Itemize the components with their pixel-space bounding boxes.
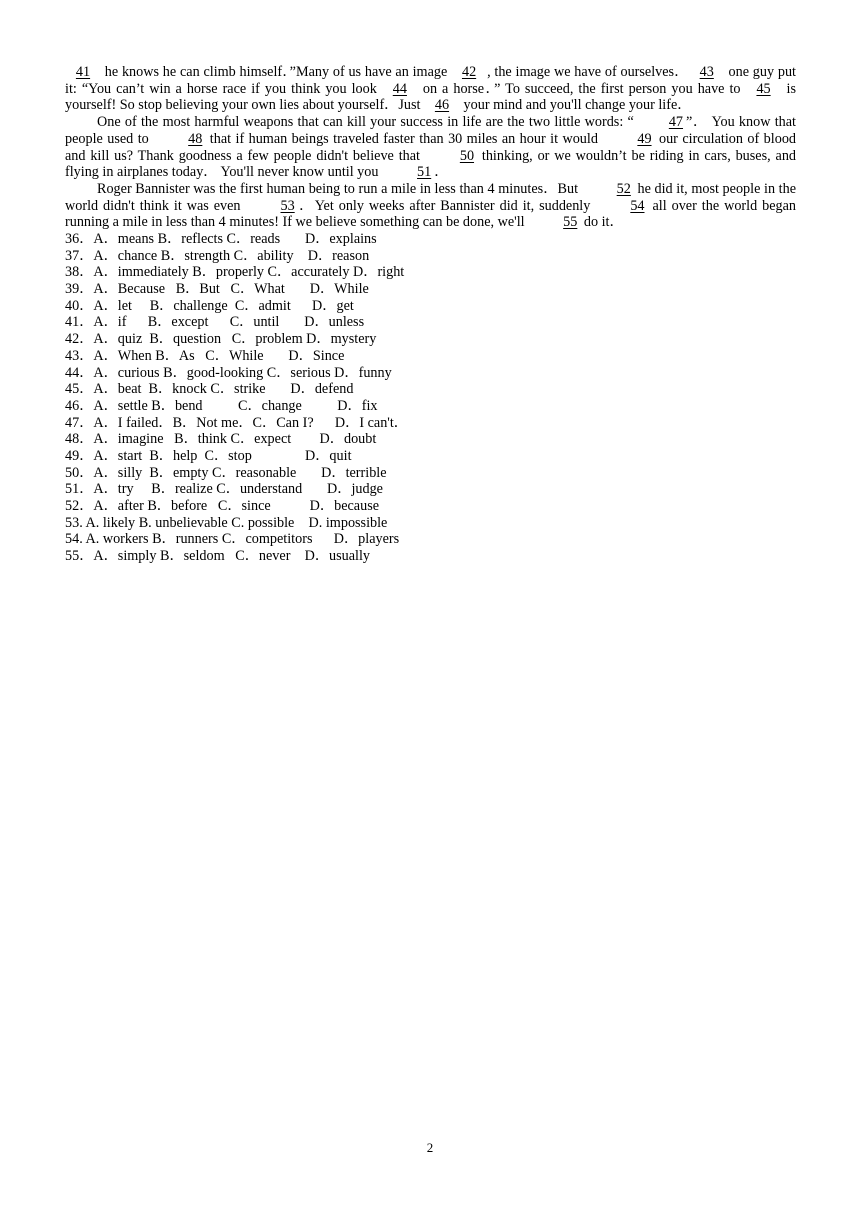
text: One of the most harmful weapons that can kill your success in life are the two little words: “ [97,114,634,131]
option-row: 37．A．chance B．strength C．ability D．reason [65,247,370,264]
option-row: 55．A．simply B．seldom C．never D．usually [65,548,371,565]
paragraph-3 [65,181,796,231]
blank-43: 43 [699,64,714,80]
blank-51: 51 [417,164,432,181]
option-row: 44．A．curious B．good-looking C．serious D．funny [65,364,392,381]
answer-options [65,231,485,565]
blank-48: 48 [188,130,203,147]
blank-42: 42 [461,64,477,80]
blank-55: 55 [563,214,578,231]
text: ． [434,164,449,181]
blank-45: 45 [756,80,771,97]
text: he knows he can climb himself．”Many of us have an image [101,64,452,80]
blank-44: 44 [392,80,407,97]
option-row: 51．A．try B．realize C．understand D．judge [65,481,383,498]
text: on a horse．” To succeed, the first person you have to [417,80,746,97]
paragraph-2 [65,114,796,181]
option-row: 53. A. likely B. unbelievable C. possible D. impossible [65,514,388,531]
option-row: 38．A．immediately B．properly C．accurately D．right [65,264,405,281]
blank-49: 49 [637,130,652,147]
blank-54: 54 [630,197,645,214]
option-row: 42．A．quiz B．question C．problem D．mystery [65,331,377,348]
text: all over the world began running a mile in less than 4 minutes! If we believe something can be done, we'll [65,197,797,231]
blank-52: 52 [616,180,631,197]
text: that if human beings traveled faster than 30 miles an hour it would [205,130,603,147]
text: ．Yet only weeks after Bannister did it, suddenly [297,197,596,214]
text: Roger Bannister was the first human being to run a mile in less than 4 minutes．But [97,180,582,197]
text: ”． You know that people used to [65,114,796,147]
option-row: 40．A．let B．challenge C．admit D．get [65,297,354,314]
blank-50: 50 [459,147,475,164]
page-number: 2 [426,1140,434,1155]
option-row: 46．A．settle B．bend C．change D．fix [65,397,378,414]
text: one guy put it: “You can’t win a horse race if you think you look [65,64,796,97]
text: our circulation of blood and kill us? Thank goodness a few people didn't believe that [65,130,797,164]
text: is yourself! So stop believing your own lies about yourself．Just [65,80,797,114]
option-row: 50．A．silly B．empty C．reasonable D．terrible [65,464,387,481]
text: , the image we have of ourselves． [487,64,689,80]
blank-47: 47 [668,114,684,131]
option-row: 39．A．Because B．But C．What D．While [65,281,369,298]
blank-46: 46 [434,97,450,114]
blank-41: 41 [75,64,91,80]
cloze-passage [65,64,796,231]
option-row: 54. A. workers B．runners C．competitors D．players [65,531,400,548]
option-row: 49．A．start B．help C．stop D．quit [65,447,352,464]
text: he did it, most people in the world didn't think it was even [65,180,797,214]
text: thinking, or we wouldn’t be riding in cars, buses, and flying in airplanes today． You'll never know until you [65,147,797,181]
blank-53: 53 [280,197,295,214]
option-row: 41．A．if B．except C．until D．unless [65,314,365,331]
text: your mind and you'll change your life． [459,97,692,114]
text: do it． [580,214,624,231]
paragraph-1 [65,64,796,114]
option-row: 36．A．means B．reflects C．reads D．explains [65,231,377,247]
option-row: 47．A．I failed．B．Not me．C．Can I? D．I can't． [65,414,408,431]
option-row: 45．A．beat B．knock C．strike D．defend [65,381,354,398]
option-row: 52．A．after B．before C．since D．because [65,498,380,514]
option-row: 43．A．When B．As C．While D．Since [65,347,345,364]
option-row: 48．A．imagine B．think C．expect D．doubt [65,431,377,448]
